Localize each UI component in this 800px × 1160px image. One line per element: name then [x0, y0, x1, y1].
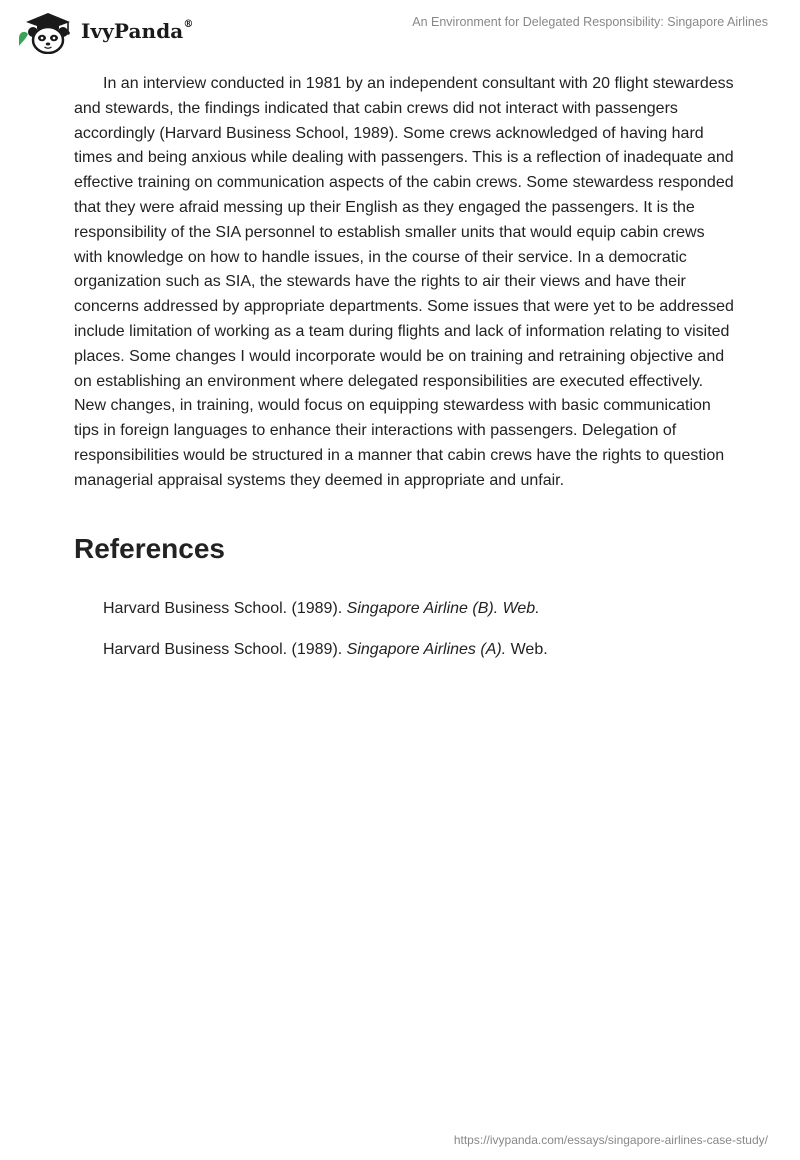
brand-name [81, 19, 193, 43]
source-url[interactable]: https://ivypanda.com/essays/singapore-airlines-case-study/ [453, 1133, 768, 1147]
page-header [0, 0, 800, 60]
reference-author: Harvard Business School. (1989). [103, 641, 347, 658]
panda-logo-icon [16, 8, 76, 54]
reference-suffix: Web. [506, 641, 548, 658]
reference-author: Harvard Business School. (1989). [103, 600, 347, 617]
essay-body [74, 72, 734, 494]
body-paragraph: In an interview conducted in 1981 by an independent consultant with 20 flight stewardess and stewards, the findings indicated that cabin crews did not interact with passengers accordingly (Harvard Business School, 1989). Some crews acknowledged of having hard times and being anxious while dealing with passengers. This is a reflection of inadequate and effective training on communication aspects of the cabin crews. Some stewardess responded that they were afraid messing up their English as they engaged the passengers. It is the responsibility of the SIA personnel to establish smaller units that would equip cabin crews with knowledge on how to handle issues, in the course of their service. In a democratic organization such as SIA, the stewards have the rights to air their views and have their concerns addressed by appropriate departments. Some issues that were yet to be addressed include limitation of working as a team during flights and lack of information relating to visited places. Some changes I would incorporate would be on training and retraining objective and on establishing an environment where delegated responsibilities are executed effectively. New changes, in training, would focus on equipping stewardess with basic communication tips in foreign languages to enhance their interactions with passengers. Delegation of responsibilities would be structured in a manner that cabin crews have the rights to question managerial appraisal systems they deemed in appropriate and unfair. [74, 75, 734, 489]
brand-name-text: IvyPanda [81, 19, 184, 43]
references-heading: References [74, 533, 225, 564]
reference-title: Singapore Airlines (A). [346, 641, 507, 658]
reference-item [103, 641, 548, 659]
reference-title: Singapore Airline (B). Web. [346, 600, 540, 617]
registered-mark: ® [183, 19, 194, 31]
ivypanda-logo[interactable] [16, 8, 193, 54]
reference-item [103, 600, 540, 618]
document-title: An Environment for Delegated Responsibility: Singapore Airlines [412, 15, 768, 29]
